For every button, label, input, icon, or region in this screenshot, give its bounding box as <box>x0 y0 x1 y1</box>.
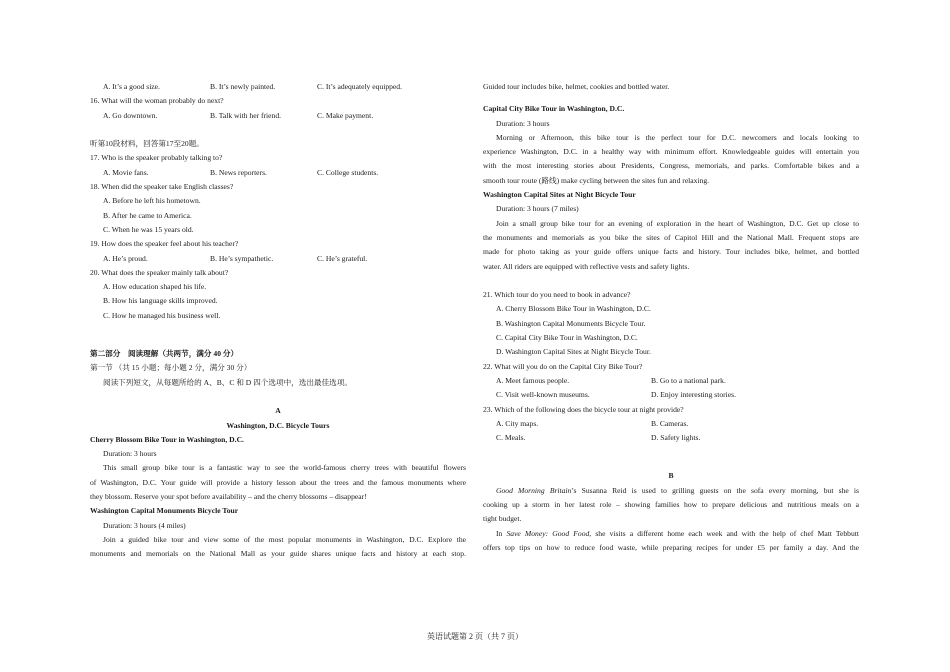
section1-title: 第一节 （共 15 小题；每小题 2 分，满分 30 分） <box>90 363 252 373</box>
q21-option-c: C. Capital City Bike Tour in Washington, D.C. <box>496 333 638 343</box>
q18-option-c: C. When he was 15 years old. <box>103 224 194 234</box>
q22-option-b: B. Go to a national park. <box>651 375 726 385</box>
left-column <box>90 80 466 562</box>
q18-stem: 18. When did the speaker take English classes? <box>90 182 234 192</box>
tour4-line-4: water. All riders are equipped with reflective vests and safety lights. <box>483 261 690 271</box>
q17-options <box>90 166 466 180</box>
q19-option-a: A. He’s proud. <box>103 253 148 263</box>
q16-option-c: C. Make payment. <box>317 110 374 120</box>
q23-option-a: A. City maps. <box>496 418 539 428</box>
q19-option-b: B. He’s sympathetic. <box>210 253 274 263</box>
q21-stem: 21. Which tour do you need to book in advance? <box>483 290 631 300</box>
q17-stem: 17. Who is the speaker probably talking to? <box>90 153 223 163</box>
tour3-duration: Duration: 3 hours <box>496 118 550 128</box>
passage-b-p2-in: In <box>496 528 507 538</box>
passage-a-letter: A <box>275 406 281 416</box>
q16-option-a: A. Go downtown. <box>103 110 158 120</box>
q21-option-b: B. Washington Capital Monuments Bicycle Tour. <box>496 318 646 328</box>
passage-b-p2-line-1-text: , she visits a different home each week and with the help of chef Matt Tebbutt <box>589 528 859 538</box>
q23-option-d: D. Safety lights. <box>651 433 701 443</box>
passage-b-p2-line-2: offers top tips on how to reduce food waste, while preparing recipes for under £5 per family a day. And the <box>483 542 859 552</box>
q18-option-a: A. Before he left his hometown. <box>103 196 201 206</box>
q15-option-c: C. It’s adequately equipped. <box>317 82 402 91</box>
tour3-title: Capital City Bike Tour in Washington, D.C. <box>483 104 625 114</box>
q21-option-a: A. Cherry Blossom Bike Tour in Washington, D.C. <box>496 304 651 314</box>
tour4-line-2: the monuments and memorials as you bike the sites of Capitol Hill and the National Mall. Frequent stops are <box>483 232 859 242</box>
q17-option-b: B. News reporters. <box>210 167 267 177</box>
tour4-title: Washington Capital Sites at Night Bicycle Tour <box>483 190 636 200</box>
tour2-duration: Duration: 3 hours (4 miles) <box>103 520 186 530</box>
q17-option-a: A. Movie fans. <box>103 167 149 177</box>
show-title-save-money: Save Money: Good Food <box>506 528 590 538</box>
q22-stem: 22. What will you do on the Capital City Bike Tour? <box>483 361 643 371</box>
q23-options-row-1 <box>483 417 859 431</box>
tour3-line-3: with the most interesting stories about Presidents, Congress, memorials, and parks. Comfortable bikes and a <box>483 161 859 171</box>
show-title-gmb: Good Morning Britain <box>496 485 572 495</box>
tour3-line-4: smooth tour route (路线) make cycling between the sites fun and relaxing. <box>483 175 710 185</box>
q20-stem: 20. What does the speaker mainly talk about? <box>90 267 229 277</box>
tour1-line-2: of Washington, D.C. Your guide will provide a history lesson about the trees and the famous monuments where <box>90 477 466 487</box>
passage-b-p2-line-1 <box>483 527 859 541</box>
q16-option-b: B. Talk with her friend. <box>210 110 282 120</box>
q22-options-row-1 <box>483 374 859 388</box>
q23-option-c: C. Meals. <box>496 433 526 443</box>
q23-stem: 23. Which of the following does the bicycle tour at night provide? <box>483 404 684 414</box>
q20-option-a: A. How education shaped his life. <box>103 282 207 292</box>
q15-option-a: A. It’s a good size. <box>103 82 160 91</box>
part2-title: 第二部分 阅读理解（共两节，满分 40 分） <box>90 349 239 359</box>
tour2-line-1: Join a guided bike tour and view some of the most popular monuments in Washington, D.C. Explore the <box>103 534 466 544</box>
passage-b-p1-line-1 <box>483 484 859 498</box>
tour4-line-1: Join a small group bike tour for an evening of exploration in the heart of Washington, D.C. Get up close to <box>496 218 859 228</box>
q21-option-d: D. Washington Capital Sites at Night Bicycle Tour. <box>496 347 651 357</box>
passage-b-p1-line-2: cooking up a storm in her latest role – showing families how to prepare delicious and nutritious meals on a <box>483 500 859 510</box>
q19-option-c: C. He’s grateful. <box>317 253 368 263</box>
passage-b-p1-line-3: tight budget. <box>483 514 522 524</box>
passage-b-letter: B <box>668 471 674 481</box>
tour3-line-2: experience Washington, D.C. in a healthy way with minimum effort. Knowledgeable guides will entertain you <box>483 147 859 157</box>
q23-options-row-2 <box>483 431 859 445</box>
q15-option-b: B. It’s newly painted. <box>210 82 276 91</box>
q19-stem: 19. How does the speaker feel about his teacher? <box>90 239 239 249</box>
q22-option-a: A. Meet famous people. <box>496 375 570 385</box>
passage-a-title: Washington, D.C. Bicycle Tours <box>226 420 330 430</box>
tour1-line-3: they blossom. Reserve your spot before availability – and the cherry blossoms – disappear! <box>90 492 367 502</box>
q22-options-row-2 <box>483 388 859 402</box>
q15-options <box>90 80 466 94</box>
tour1-duration: Duration: 3 hours <box>103 449 157 459</box>
tour2-title: Washington Capital Monuments Bicycle Tour <box>90 506 239 516</box>
q22-option-c: C. Visit well-known museums. <box>496 390 590 400</box>
q17-option-c: C. College students. <box>317 167 379 177</box>
q20-option-c: C. How he managed his business well. <box>103 310 221 320</box>
page-footer: 英语试题第 2 页（共 7 页） <box>427 632 523 641</box>
q19-options <box>90 252 466 266</box>
tour3-line-1: Morning or Afternoon, this bike tour is the perfect tour for D.C. newcomers and locals looking to <box>496 132 859 142</box>
right-column <box>483 80 859 555</box>
reading-instruction: 阅读下列短文，从每题所给的 A、B、C 和 D 四个选项中，选出最佳选项。 <box>103 377 352 387</box>
tour4-line-3: made for photo taking as your guide offers unique facts and history. Tour includes bike, helmet, and bottled <box>483 247 859 257</box>
passage-b-p1-line-1-text: ’s Susanna Reid is used to grilling guests on the sofa every morning, but she is <box>571 485 859 495</box>
q23-option-b: B. Cameras. <box>651 418 689 428</box>
tour1-line-1: This small group bike tour is a fantastic way to see the world-famous cherry trees with beautiful flowers <box>103 463 466 473</box>
q22-option-d: D. Enjoy interesting stories. <box>651 390 736 400</box>
q20-option-b: B. How his language skills improved. <box>103 296 218 306</box>
q16-stem: 16. What will the woman probably do next? <box>90 96 224 106</box>
listening-10-instruction: 听第10段材料，回答第17至20题。 <box>90 139 204 149</box>
tour2-line-2: monuments and memorials on the National Mall as your guide shares unique facts and history at each stop. <box>90 549 466 559</box>
tour1-title: Cherry Blossom Bike Tour in Washington, D.C. <box>90 434 244 444</box>
tour2-continued: Guided tour includes bike, helmet, cookies and bottled water. <box>483 82 670 91</box>
q16-options <box>90 109 466 123</box>
tour4-duration: Duration: 3 hours (7 miles) <box>496 204 579 214</box>
q18-option-b: B. After he came to America. <box>103 210 192 220</box>
